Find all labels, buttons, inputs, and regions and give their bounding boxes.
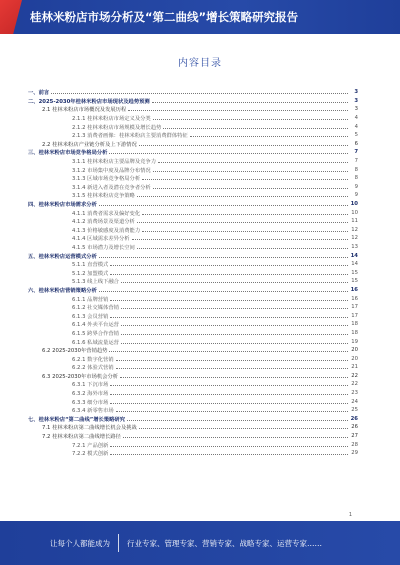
toc-entry-label: 6.2 2025-2030年营销趋势 (42, 348, 108, 355)
toc-entry-page: 12 (351, 235, 358, 242)
toc-entry[interactable] (28, 415, 358, 424)
toc-leader-dots (139, 428, 348, 429)
toc-entry[interactable] (28, 174, 358, 183)
toc-entry[interactable] (28, 294, 358, 303)
toc-entry[interactable] (28, 114, 358, 123)
toc-entry[interactable] (28, 148, 358, 157)
toc-entry-label: 2.2 桂林米粉店产业链分析及上下游情况 (42, 141, 137, 148)
toc-leader-dots (121, 308, 348, 309)
header-decoration (0, 0, 22, 34)
toc-entry[interactable] (28, 226, 358, 235)
toc-leader-dots (99, 291, 348, 292)
toc-leader-dots (137, 248, 348, 249)
toc-entry-label: 5.1.1 直营模式 (72, 262, 109, 269)
toc-entry-label: 6.1.4 外卖平台运营 (72, 322, 119, 329)
toc-entry-label: 6.1.6 私域流量运营 (72, 339, 119, 346)
toc-entry[interactable] (28, 432, 358, 441)
toc-entry-label: 七、桂林米粉店“第二曲线”增长策略研究 (28, 416, 126, 423)
toc-heading: 内容目录 (178, 58, 222, 69)
toc-entry-label: 6.3.1 下沉市场 (72, 382, 109, 389)
toc-entry[interactable] (28, 354, 358, 363)
toc-entry-label: 6.2.2 体验式营销 (72, 365, 114, 372)
toc-entry-label: 6.2.1 数字化营销 (72, 356, 114, 363)
footer-tagline: 行业专家、管理专家、营销专家、战略专家、运营专家…… (127, 538, 322, 548)
toc-entry-page: 3 (354, 89, 358, 96)
toc-leader-dots (153, 171, 348, 172)
toc-leader-dots (153, 119, 348, 120)
toc-entry-page: 24 (351, 398, 358, 405)
toc-entry-page: 22 (351, 381, 358, 388)
toc-leader-dots (109, 351, 348, 352)
toc-entry-label: 3.1.3 区域市场竞争格局分析 (72, 176, 141, 183)
toc-entry[interactable] (28, 346, 358, 355)
toc-leader-dots (121, 282, 348, 283)
toc-entry-page: 9 (354, 183, 358, 190)
toc-entry-page: 10 (351, 209, 358, 216)
toc-entry[interactable] (28, 397, 358, 406)
toc-entry-label: 6.1.5 跨界合作营销 (72, 330, 119, 337)
toc-entry-page: 7 (354, 149, 358, 156)
toc-entry[interactable] (28, 372, 358, 381)
toc-entry-label: 2.1.2 桂林米粉店市场规模及增长趋势 (72, 124, 162, 131)
toc-leader-dots (127, 420, 348, 421)
toc-leader-dots (121, 343, 348, 344)
toc-entry-page: 15 (351, 278, 358, 285)
toc-entry[interactable] (28, 449, 358, 458)
toc-entry-label: 一、前言 (28, 90, 50, 97)
toc-entry-page: 3 (354, 106, 358, 113)
toc-entry-label: 六、桂林米粉店营销策略分析 (28, 287, 97, 294)
toc-entry[interactable] (28, 234, 358, 243)
toc-entry[interactable] (28, 423, 358, 432)
toc-entry[interactable] (28, 140, 358, 149)
toc-entry-label: 6.1.2 社交媒体营销 (72, 305, 119, 312)
toc-entry[interactable] (28, 157, 358, 166)
toc-entry[interactable] (28, 320, 358, 329)
toc-leader-dots (51, 93, 348, 94)
page-number: 1 (348, 512, 352, 518)
toc-entry-page: 23 (351, 390, 358, 397)
toc-entry-label: 2.1 桂林米粉店市场概况及发展历程 (42, 107, 127, 114)
toc-leader-dots (120, 377, 348, 378)
toc-entry-label: 3.1.1 桂林米粉店主要品牌及竞争力 (72, 159, 157, 166)
toc-entry-label: 6.3.2 海外市场 (72, 391, 109, 398)
toc-entry[interactable] (28, 440, 358, 449)
toc-leader-dots (158, 162, 348, 163)
toc-entry-page: 21 (351, 364, 358, 371)
toc-leader-dots (142, 231, 348, 232)
toc-entry-label: 2.1.1 桂林米粉店市场定义及分类 (72, 116, 151, 123)
toc-entry-label: 3.1.4 新进入者及潜在竞争者分析 (72, 184, 151, 191)
toc-leader-dots (110, 385, 348, 386)
toc-leader-dots (121, 325, 348, 326)
toc-entry-page: 19 (351, 338, 358, 345)
toc-entry-label: 五、桂林米粉店运营模式分析 (28, 253, 97, 260)
toc-entry[interactable] (28, 303, 358, 312)
toc-leader-dots (116, 360, 348, 361)
toc-leader-dots (142, 214, 348, 215)
toc-entry-label: 3.1.5 桂林米粉店竞争策略 (72, 193, 135, 200)
report-title: 桂林米粉店市场分析及“第二曲线”增长策略研究报告 (30, 10, 299, 24)
toc-entry-label: 7.2.1 产品创新 (72, 442, 109, 449)
toc-leader-dots (110, 300, 348, 301)
toc-entry-page: 28 (351, 441, 358, 448)
toc-leader-dots (132, 239, 348, 240)
toc-entry[interactable] (28, 97, 358, 106)
toc-entry-label: 6.3.4 新零售市场 (72, 408, 114, 415)
toc-leader-dots (99, 205, 348, 206)
toc-entry-label: 7.2.2 模式创新 (72, 451, 109, 458)
toc-entry-label: 4.1.2 消费场景及渠道分析 (72, 219, 135, 226)
toc-leader-dots (153, 188, 348, 189)
toc-entry[interactable] (28, 105, 358, 114)
toc-entry-page: 29 (351, 450, 358, 457)
toc-entry[interactable] (28, 165, 358, 174)
toc-entry-label: 5.1.3 线上线下融合 (72, 279, 119, 286)
toc-entry[interactable] (28, 277, 358, 286)
toc-entry-label: 6.1.1 品牌营销 (72, 296, 109, 303)
toc-entry-page: 8 (354, 175, 358, 182)
toc-entry-page: 18 (351, 321, 358, 328)
toc-entry[interactable] (28, 268, 358, 277)
toc-entry[interactable] (28, 380, 358, 389)
toc-leader-dots (110, 274, 348, 275)
footer-slogan: 让每个人都能成为 (50, 538, 110, 548)
toc-entry-page: 13 (351, 243, 358, 250)
toc-entry-label: 四、桂林米粉店市场需求分析 (28, 202, 97, 209)
toc-entry[interactable] (28, 406, 358, 415)
toc-entry-label: 4.1.5 市场潜力及增长空间 (72, 244, 135, 251)
toc-leader-dots (137, 222, 348, 223)
footer-bar (0, 521, 400, 565)
toc-entry-page: 14 (351, 261, 358, 268)
toc-entry-page: 6 (354, 140, 358, 147)
toc-entry-label: 4.1.1 消费者需求及偏好变化 (72, 210, 141, 217)
toc-leader-dots (116, 368, 348, 369)
toc-entry-page: 17 (351, 304, 358, 311)
toc-entry-label: 4.1.4 区域需求差异分析 (72, 236, 130, 243)
toc-entry-page: 15 (351, 269, 358, 276)
toc-entry[interactable] (28, 286, 358, 295)
toc-leader-dots (110, 403, 348, 404)
toc-entry-label: 2.1.3 消费者画像：桂林米粉店主要消费群体特征 (72, 133, 188, 140)
toc-entry-page: 26 (350, 415, 358, 422)
toc-leader-dots (142, 179, 348, 180)
toc-entry-page: 22 (351, 372, 358, 379)
toc-entry[interactable] (28, 208, 358, 217)
toc-entry-page: 18 (351, 329, 358, 336)
toc-entry[interactable] (28, 200, 358, 209)
toc-entry-label: 7.2 桂林米粉店第二曲线增长路径 (42, 434, 121, 441)
toc-entry-page: 26 (351, 424, 358, 431)
toc-entry-page: 14 (350, 252, 358, 259)
toc-leader-dots (139, 145, 348, 146)
toc-entry[interactable] (28, 311, 358, 320)
toc-entry-page: 10 (350, 201, 358, 208)
header-bar (0, 0, 400, 34)
toc-entry-page: 3 (354, 97, 358, 104)
toc-entry[interactable] (28, 183, 358, 192)
toc-entry-label: 7.1 桂林米粉店第二曲线增长机会及挑战 (42, 425, 137, 432)
toc-entry[interactable] (28, 363, 358, 372)
toc-leader-dots (110, 394, 348, 395)
toc-entry[interactable] (28, 243, 358, 252)
toc-leader-dots (137, 196, 348, 197)
toc-leader-dots (99, 257, 348, 258)
toc-entry[interactable] (28, 329, 358, 338)
toc-leader-dots (190, 136, 348, 137)
toc-entry-label: 5.1.2 加盟模式 (72, 270, 109, 277)
toc-entry-page: 25 (351, 407, 358, 414)
toc-leader-dots (123, 437, 348, 438)
toc-leader-dots (110, 446, 348, 447)
toc-leader-dots (152, 102, 348, 103)
toc-entry-label: 三、桂林米粉店市场竞争格局分析 (28, 150, 108, 157)
toc-entry[interactable] (28, 337, 358, 346)
toc-entry-page: 8 (354, 166, 358, 173)
toc-entry-page: 27 (351, 433, 358, 440)
toc-entry[interactable] (28, 122, 358, 131)
toc-entry-page: 20 (351, 355, 358, 362)
toc-entry-label: 4.1.3 价格敏感度及消费能力 (72, 227, 141, 234)
toc-entry[interactable] (28, 251, 358, 260)
toc-entry[interactable] (28, 389, 358, 398)
toc-leader-dots (110, 317, 348, 318)
toc-entry-page: 7 (354, 158, 358, 165)
toc-entry-page: 9 (354, 192, 358, 199)
toc-leader-dots (116, 411, 348, 412)
toc-entry-page: 12 (351, 226, 358, 233)
toc-entry[interactable] (28, 191, 358, 200)
toc-entry-page: 11 (351, 218, 358, 225)
toc-entry-label: 3.1.2 市场集中度及品牌分布情况 (72, 167, 151, 174)
toc-entry-page: 4 (354, 123, 358, 130)
toc-entry-page: 16 (351, 295, 358, 302)
toc-entry[interactable] (28, 131, 358, 140)
toc-entry-page: 4 (354, 115, 358, 122)
toc-entry[interactable] (28, 217, 358, 226)
toc-leader-dots (109, 153, 348, 154)
toc-entry-page: 5 (354, 132, 358, 139)
toc-leader-dots (121, 334, 348, 335)
toc-entry-page: 16 (350, 286, 358, 293)
toc-leader-dots (128, 110, 348, 111)
toc-leader-dots (110, 454, 348, 455)
toc-entry-label: 6.3.3 细分市场 (72, 399, 109, 406)
toc-leader-dots (163, 128, 348, 129)
toc-entry-label: 6.3 2025-2030年市场机会分析 (42, 373, 119, 380)
toc-entry[interactable] (28, 260, 358, 269)
toc-entry-page: 20 (351, 347, 358, 354)
toc-entry[interactable] (28, 88, 358, 97)
toc-entry-label: 6.1.3 会员营销 (72, 313, 109, 320)
toc-entry-label: 二、2025-2030年桂林米粉店市场现状及趋势预测 (28, 98, 150, 105)
toc-entry-page: 17 (351, 312, 358, 319)
toc-leader-dots (110, 265, 348, 266)
table-of-contents (28, 88, 358, 458)
footer-divider (118, 534, 119, 552)
